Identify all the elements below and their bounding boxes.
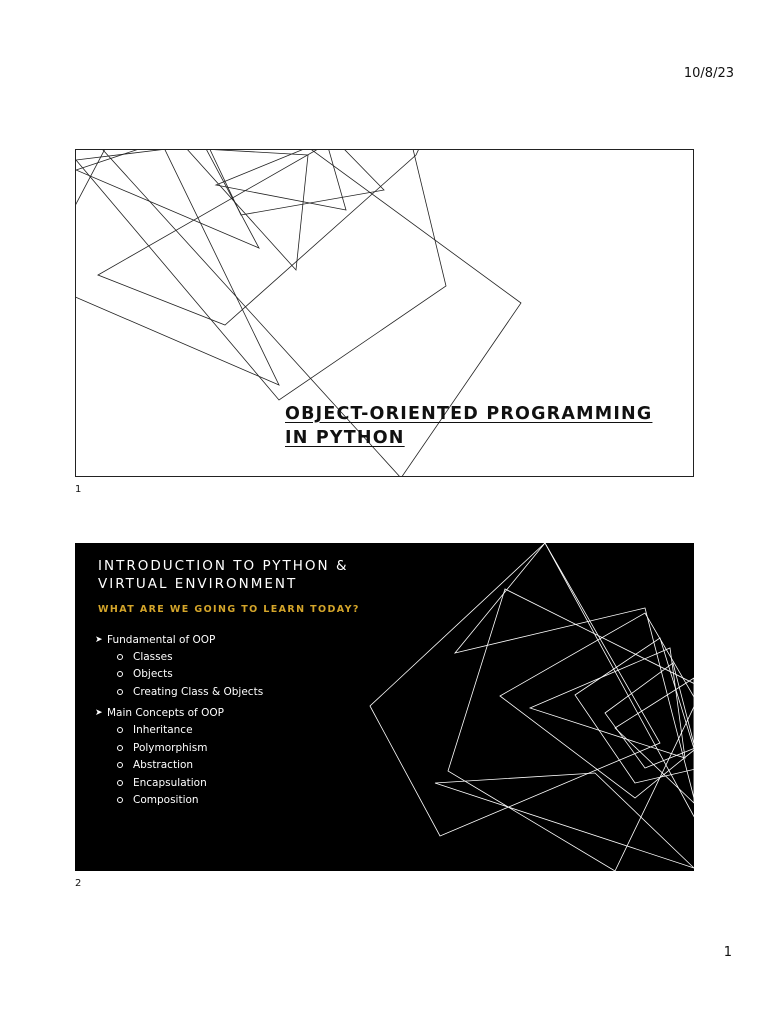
slide-1-title-line2: IN PYTHON — [285, 428, 405, 448]
slide-2-title-line2: VIRTUAL ENVIRONMENT — [98, 576, 298, 592]
list-item: Encapsulation — [95, 774, 263, 792]
circle-bullet-icon — [117, 654, 123, 660]
circle-bullet-icon — [117, 689, 123, 695]
agenda-list — [95, 631, 263, 813]
slide-2 — [75, 543, 694, 871]
agenda-section — [95, 631, 263, 701]
slide-1 — [75, 149, 694, 477]
slide-1-number: 1 — [75, 484, 82, 495]
circle-bullet-icon — [117, 671, 123, 677]
circle-bullet-icon — [117, 780, 123, 786]
list-item: Classes — [95, 648, 263, 666]
circle-bullet-icon — [117, 762, 123, 768]
list-item: Creating Class & Objects — [95, 683, 263, 701]
page-number: 1 — [723, 945, 732, 960]
slide-2-title-line1: INTRODUCTION TO PYTHON & — [98, 558, 349, 574]
slide-1-title — [285, 402, 685, 450]
list-item: Inheritance — [95, 722, 263, 740]
circle-bullet-icon — [117, 745, 123, 751]
agenda-section-heading: Fundamental of OOP — [107, 633, 216, 646]
circle-bullet-icon — [117, 797, 123, 803]
slide-1-title-line1: OBJECT-ORIENTED PROGRAMMING — [285, 404, 653, 424]
list-item: Polymorphism — [95, 739, 263, 757]
circle-bullet-icon — [117, 727, 123, 733]
agenda-section-heading: Main Concepts of OOP — [107, 707, 224, 719]
slide-2-subtitle: WHAT ARE WE GOING TO LEARN TODAY? — [98, 604, 360, 615]
list-item: Composition — [95, 792, 263, 810]
slide-2-number: 2 — [75, 878, 82, 889]
arrow-bullet-icon: ➤ — [95, 634, 103, 645]
header-date: 10/8/23 — [683, 66, 734, 81]
arrow-bullet-icon: ➤ — [95, 708, 103, 718]
list-item: Abstraction — [95, 757, 263, 775]
slide-2-title — [98, 557, 428, 593]
agenda-section — [95, 705, 263, 810]
list-item: Objects — [95, 666, 263, 684]
